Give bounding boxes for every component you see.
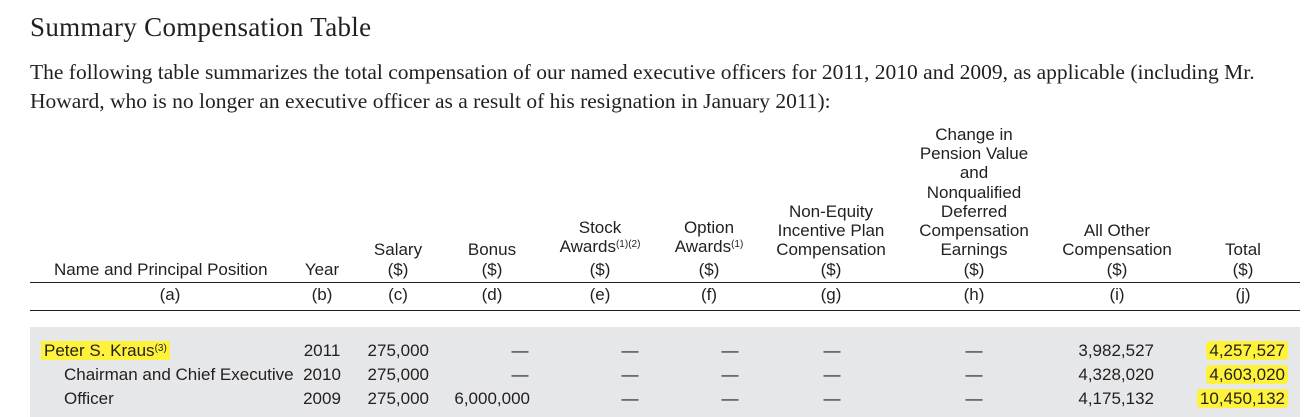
- letters-rule: [30, 310, 1300, 311]
- column-letter: (c): [388, 285, 408, 304]
- nonequity-cell: —: [823, 365, 841, 384]
- intro-paragraph: The following table summarizes the total compensation of our named executive officers for 2011, 2010 and 2009, as applicable (including Mr. Howard, who is no longer an executive officer as a result of his resignation in January 2011):: [30, 60, 1255, 113]
- column-letter: (j): [1235, 285, 1251, 304]
- highlight-mark: 10,450,132: [1197, 389, 1288, 408]
- other-cell: 3,982,527: [1078, 341, 1154, 360]
- option-cell: —: [721, 365, 739, 384]
- header-stock-awards: Stock Awards$^{(1)(2)}$ ($): [559, 218, 641, 279]
- footnote-ref: (3): [154, 343, 167, 354]
- officer-title: Officer: [64, 389, 114, 408]
- salary-cell: 275,000: [367, 341, 429, 360]
- header-total: Total ($): [1225, 240, 1261, 279]
- officer-name: [41, 339, 170, 366]
- option-cell: —: [721, 389, 739, 408]
- year-cell: 2011: [303, 341, 341, 360]
- bonus-cell: —: [511, 341, 529, 360]
- column-letter: (e): [589, 285, 611, 304]
- officer-title: Chairman and Chief Executive: [64, 365, 294, 384]
- pension-cell: —: [965, 365, 983, 384]
- highlight-mark: 4,257,527: [1206, 341, 1288, 360]
- year-cell: 2009: [303, 389, 341, 408]
- stock-cell: —: [621, 365, 639, 384]
- bonus-cell: 6,000,000: [454, 389, 530, 408]
- pension-cell: —: [965, 389, 983, 408]
- option-cell: —: [721, 341, 739, 360]
- header-salary: Salary ($): [373, 240, 423, 279]
- salary-cell: 275,000: [367, 389, 429, 408]
- pension-cell: —: [965, 341, 983, 360]
- other-cell: 4,328,020: [1078, 365, 1154, 384]
- header-pension-value: Change in Pension Value and Nonqualified Deferred Compensation Earnings ($): [919, 124, 1029, 279]
- column-letter: (d): [481, 285, 503, 304]
- total-cell: [1170, 363, 1288, 387]
- column-letter: (h): [963, 285, 985, 304]
- column-letter: (a): [159, 285, 181, 304]
- column-letter: (b): [311, 285, 333, 304]
- footnote-ref: (1): [731, 239, 744, 251]
- header-non-equity: Non-Equity Incentive Plan Compensation ($): [776, 201, 886, 279]
- year-cell: 2010: [303, 365, 341, 384]
- bonus-cell: —: [511, 365, 529, 384]
- nonequity-cell: —: [823, 389, 841, 408]
- total-cell: [1170, 387, 1288, 411]
- section-title: Summary Compensation Table: [30, 12, 372, 42]
- highlight-mark: Peter S. Kraus$^{(3)}$: [41, 341, 170, 360]
- total-cell: [1170, 339, 1288, 363]
- column-letter: (f): [700, 285, 718, 304]
- header-rule: [30, 282, 1300, 283]
- highlight-mark: 4,603,020: [1206, 365, 1288, 384]
- stock-cell: —: [621, 341, 639, 360]
- header-option-awards: Option Awards$^{(1)}$ ($): [674, 218, 744, 279]
- stock-cell: —: [621, 389, 639, 408]
- nonequity-cell: —: [823, 341, 841, 360]
- column-letter: (i): [1109, 285, 1125, 304]
- header-bonus: Bonus ($): [467, 240, 517, 279]
- header-year: Year: [304, 259, 340, 279]
- salary-cell: 275,000: [367, 365, 429, 384]
- footnote-ref: (1)(2): [615, 239, 641, 251]
- header-name: Name and Principal Position: [54, 259, 268, 279]
- other-cell: 4,175,132: [1078, 389, 1154, 408]
- column-letter: (g): [820, 285, 842, 304]
- header-all-other: All Other Compensation ($): [1062, 221, 1172, 279]
